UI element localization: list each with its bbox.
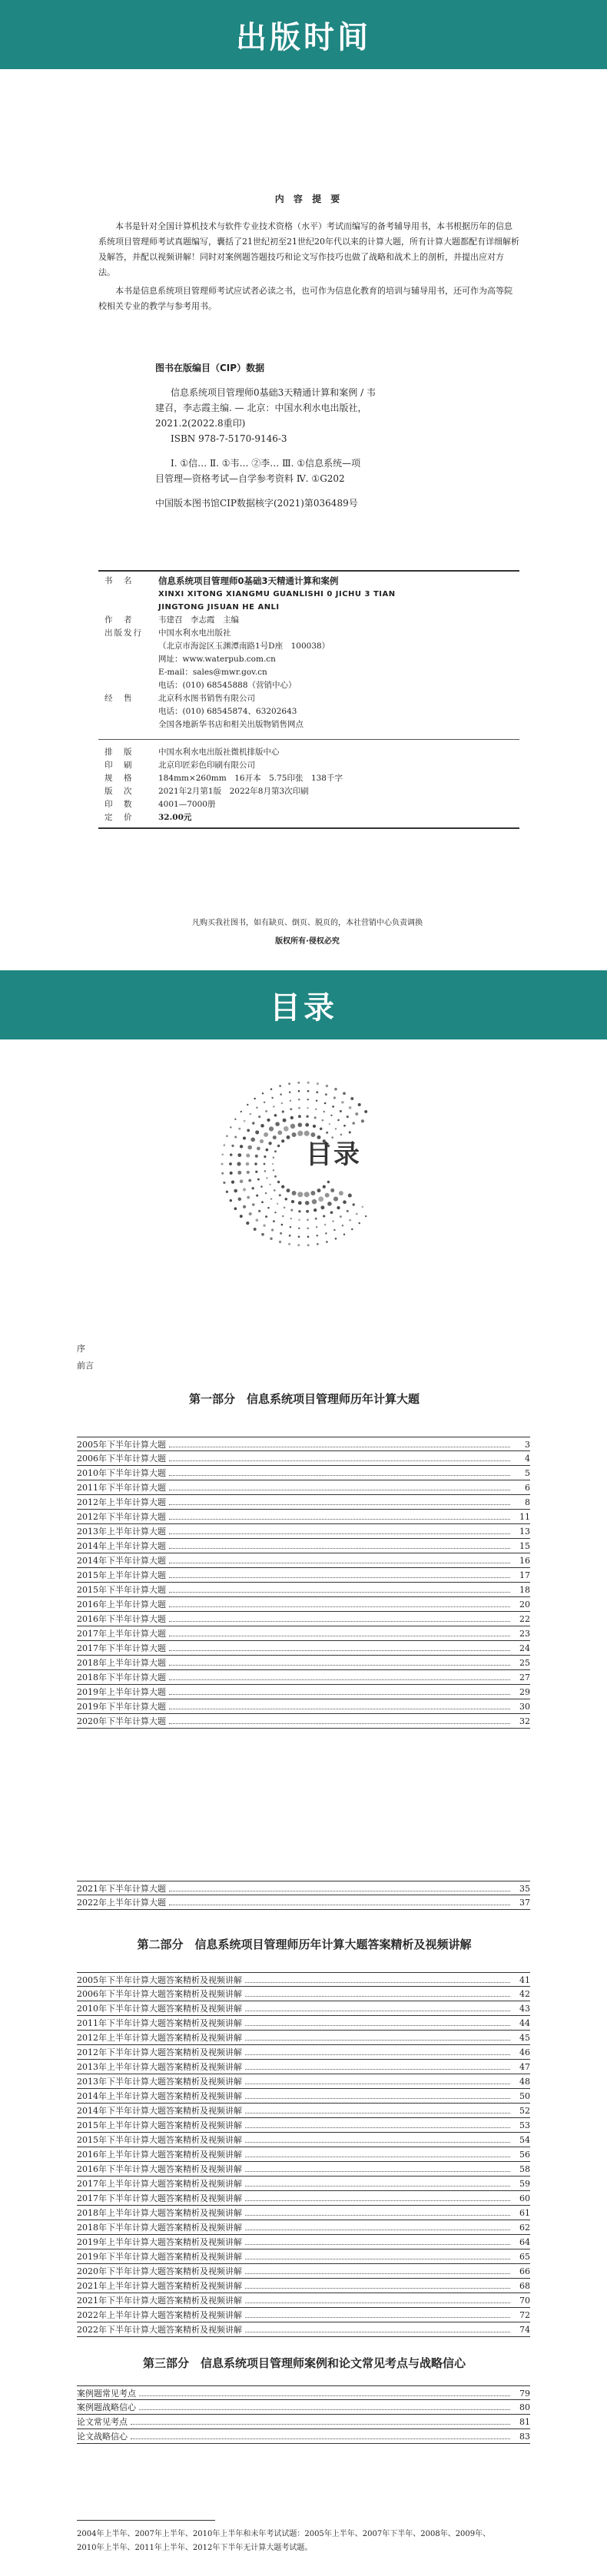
toc-item[interactable] xyxy=(77,2206,530,2220)
pub-value: 4001—7000册 xyxy=(158,800,216,809)
toc-item-title: 2019年上半年计算大题 xyxy=(77,1687,166,1697)
toc-leader xyxy=(245,2215,510,2216)
toc-item[interactable] xyxy=(77,2322,530,2337)
toc-item-page: 30 xyxy=(519,1702,530,1712)
toc-item[interactable] xyxy=(77,2162,530,2177)
toc-item-title: 2014年下半年计算大题答案精析及视频讲解 xyxy=(77,2106,242,2116)
toc-item-page: 62 xyxy=(519,2223,530,2233)
toc-item-title: 案例题战略信心 xyxy=(77,2402,136,2412)
toc-item-title: 2012年上半年计算大题 xyxy=(77,1497,166,1507)
toc-leader xyxy=(245,2200,510,2201)
toc-item[interactable] xyxy=(77,1972,530,1987)
toc-logo-icon xyxy=(215,1076,392,1252)
toc-item[interactable] xyxy=(77,2279,530,2293)
cip-block xyxy=(155,361,509,511)
toc-item[interactable] xyxy=(77,2045,530,2060)
footnote-line: 2004年上半年、2007年上半年、2010年上半年和未年考试试题：2005年上半年、2007年下半年、2008年、2009年、 xyxy=(77,2530,491,2538)
toc-leader xyxy=(245,2113,510,2114)
toc-leader xyxy=(139,2409,510,2410)
summary-paragraph: 本书是针对全国计算机技术与软件专业技术资格（水平）考试而编写的备考辅导用书，本书根据历年的信息系统项目管理师考试真题编写，囊括了21世纪初至21世纪20年代以来的计算大题，所有计算大题都配有详细解析及解答，并配以视频讲解！同时对案例题答题技巧和论文写作技巧也做了战略和战术上的剖析，并提出应对方法。 xyxy=(98,221,519,277)
toc-item[interactable] xyxy=(77,2016,530,2031)
toc-item[interactable] xyxy=(77,1641,530,1656)
toc-item-page: 83 xyxy=(519,2432,530,2442)
toc-item-title: 2014年上半年计算大题 xyxy=(77,1541,166,1551)
toc-item-page: 72 xyxy=(519,2310,530,2320)
toc-item-title: 2018年下半年计算大题 xyxy=(77,1673,166,1683)
toc-item-title: 2016年下半年计算大题答案精析及视频讲解 xyxy=(77,2164,242,2174)
pub-label: 印 刷 xyxy=(104,761,134,770)
publisher-line: 网址：www.waterpub.com.cn xyxy=(158,655,276,664)
toc-item[interactable] xyxy=(77,2429,530,2444)
toc-item-page: 32 xyxy=(519,1716,530,1726)
toc-item-title: 2011年下半年计算大题 xyxy=(77,1483,166,1493)
cip-subject-line: 目管理—资格考试—自学参考资料 Ⅳ. ①G202 xyxy=(155,473,345,484)
toc-item-title: 2018年下半年计算大题答案精析及视频讲解 xyxy=(77,2223,242,2233)
toc-item[interactable] xyxy=(77,2031,530,2045)
toc-leader xyxy=(169,1679,510,1680)
pub-value: 184mm×260mm 16开本 5.75印张 138千字 xyxy=(158,774,343,783)
toc-item-page: 18 xyxy=(519,1585,530,1595)
toc-item-title: 2021年上半年计算大题答案精析及视频讲解 xyxy=(77,2281,242,2291)
toc-item[interactable] xyxy=(77,2074,530,2089)
toc-item-page: 5 xyxy=(525,1468,530,1478)
toc-leader xyxy=(245,2025,510,2026)
toc-leader xyxy=(245,2040,510,2041)
toc-leader xyxy=(245,2244,510,2245)
toc-item-page: 50 xyxy=(519,2091,530,2101)
toc-item-page: 47 xyxy=(519,2062,530,2072)
toc-item-title: 2017年上半年计算大题答案精析及视频讲解 xyxy=(77,2179,242,2189)
toc-item-page: 60 xyxy=(519,2193,530,2203)
toc-leader xyxy=(169,1548,510,1549)
toc-leader xyxy=(169,1723,510,1724)
foreword-entry: 前言 xyxy=(77,1361,94,1371)
pub-value: 2021年2月第1版 2022年8月第3次印刷 xyxy=(158,787,309,796)
toc-item[interactable] xyxy=(77,2177,530,2191)
toc-item-title: 案例题常见考点 xyxy=(77,2389,136,2399)
toc-item[interactable] xyxy=(77,1895,530,1910)
toc-item[interactable] xyxy=(77,1714,530,1729)
part1-toc-continued xyxy=(77,1881,530,1910)
toc-item-page: 3 xyxy=(525,1440,530,1450)
toc-item-title: 2022年上半年计算大题答案精析及视频讲解 xyxy=(77,2310,242,2320)
toc-item-title: 2022年下半年计算大题答案精析及视频讲解 xyxy=(77,2325,242,2335)
toc-leader xyxy=(169,1460,510,1461)
publisher-line: （北京市海淀区玉渊潭南路1号D座 100038） xyxy=(158,642,330,651)
publisher-line: 电话：(010) 68545888（营销中心） xyxy=(158,681,297,690)
toc-item-title: 2018年上半年计算大题 xyxy=(77,1658,166,1668)
part2-toc xyxy=(77,1972,530,2337)
toc-item[interactable] xyxy=(77,1583,530,1597)
toc-leader xyxy=(245,2273,510,2274)
toc-item-page: 35 xyxy=(519,1884,530,1894)
cip-heading: 图书在版编目（CIP）数据 xyxy=(155,363,265,373)
toc-item-title: 2013年上半年计算大题 xyxy=(77,1527,166,1537)
distributor-line: 电话：(010) 68545874、63202643 xyxy=(158,707,297,716)
toc-item-page: 6 xyxy=(525,1483,530,1493)
toc-item-title: 2016年下半年计算大题 xyxy=(77,1614,166,1624)
toc-leader xyxy=(169,1475,510,1476)
distributor-line: 全国各地新华书店和相关出版物销售网点 xyxy=(158,720,304,729)
toc-item-title: 2010年下半年计算大题 xyxy=(77,1468,166,1478)
toc-item[interactable] xyxy=(77,1612,530,1626)
toc-item[interactable] xyxy=(77,2264,530,2279)
toc-item-page: 54 xyxy=(519,2135,530,2145)
book-author: 韦建召 李志霞 主编 xyxy=(158,615,239,625)
toc-item-page: 17 xyxy=(519,1570,530,1580)
toc-item-title: 2013年上半年计算大题答案精析及视频讲解 xyxy=(77,2062,242,2072)
toc-leader xyxy=(245,1996,510,1997)
toc-item[interactable] xyxy=(77,1451,530,1466)
toc-leader xyxy=(139,2395,510,2396)
toc-leader xyxy=(169,1577,510,1578)
toc-item-title: 2005年下半年计算大题答案精析及视频讲解 xyxy=(77,1975,242,1985)
toc-item[interactable] xyxy=(77,1495,530,1510)
toc-item-page: 46 xyxy=(519,2047,530,2057)
toc-item[interactable] xyxy=(77,2308,530,2322)
toc-item-page: 66 xyxy=(519,2266,530,2276)
toc-item[interactable] xyxy=(77,2118,530,2133)
toc-item-title: 2012年上半年计算大题答案精析及视频讲解 xyxy=(77,2033,242,2043)
toc-item-title: 2015年上半年计算大题答案精析及视频讲解 xyxy=(77,2120,242,2130)
pub-label: 版 次 xyxy=(104,787,134,796)
toc-item-page: 45 xyxy=(519,2033,530,2043)
toc-item-page: 70 xyxy=(519,2296,530,2306)
toc-item-title: 论文常见考点 xyxy=(77,2417,128,2427)
toc-item-title: 2016年上半年计算大题答案精析及视频讲解 xyxy=(77,2150,242,2160)
price-value: 32.00元 xyxy=(158,813,192,822)
toc-item-title: 2017年上半年计算大题 xyxy=(77,1629,166,1639)
summary-paragraph: 本书是信息系统项目管理师考试应试者必读之书，也可作为信息化教育的培训与辅导用书，还可作为高等院校相关专业的教学与参考用书。 xyxy=(98,286,512,311)
book-title: 信息系统项目管理师0基础3天精通计算和案例 xyxy=(158,575,339,586)
toc-item-page: 4 xyxy=(525,1454,530,1464)
toc-item[interactable] xyxy=(77,2249,530,2264)
publication-banner xyxy=(0,0,607,69)
toc-item[interactable] xyxy=(77,1656,530,1670)
toc-leader xyxy=(245,2069,510,2070)
toc-item[interactable] xyxy=(77,2060,530,2074)
toc-leader xyxy=(169,1519,510,1520)
toc-item[interactable] xyxy=(77,2089,530,2104)
toc-item[interactable] xyxy=(77,2385,530,2400)
part3-toc xyxy=(77,2385,530,2444)
publisher-line: E-mail：sales@mwr.gov.cn xyxy=(158,668,267,677)
toc-item-page: 52 xyxy=(519,2106,530,2116)
preface-entry: 序 xyxy=(77,1344,85,1354)
toc-item-page: 74 xyxy=(519,2325,530,2335)
toc-leader xyxy=(131,2438,510,2439)
footnote-line: 2010年上半年、2011年上半年、2012年下半年无计算大题考试题。 xyxy=(77,2544,313,2552)
toc-item-page: 58 xyxy=(519,2164,530,2174)
toc-item[interactable] xyxy=(77,1626,530,1641)
toc-item[interactable] xyxy=(77,1597,530,1612)
toc-item-page: 68 xyxy=(519,2281,530,2291)
toc-item-page: 11 xyxy=(519,1512,530,1522)
toc-item[interactable] xyxy=(77,1881,530,1895)
toc-item-title: 2015年下半年计算大题 xyxy=(77,1585,166,1595)
toc-leader xyxy=(245,2317,510,2318)
toc-item-title: 2014年下半年计算大题 xyxy=(77,1556,166,1566)
pub-value: 中国水利水电出版社微机排版中心 xyxy=(158,748,280,757)
pub-label: 排 版 xyxy=(104,748,134,757)
toc-leader xyxy=(245,2098,510,2099)
toc-leader xyxy=(131,2424,510,2425)
toc-leader xyxy=(245,2171,510,2172)
toc-item-title: 2012年下半年计算大题答案精析及视频讲解 xyxy=(77,2047,242,2057)
copyright-notice: 版权所有·侵权必究 xyxy=(275,937,340,946)
toc-item-title: 2014年上半年计算大题答案精析及视频讲解 xyxy=(77,2091,242,2101)
part1-title: 第一部分 信息系统项目管理师历年计算大题 xyxy=(188,1392,420,1406)
toc-item[interactable] xyxy=(77,1685,530,1699)
toc-item-title: 2013年下半年计算大题答案精析及视频讲解 xyxy=(77,2077,242,2087)
toc-item-page: 81 xyxy=(519,2417,530,2427)
toc-item-page: 61 xyxy=(519,2208,530,2218)
toc-item-title: 2005年下半年计算大题 xyxy=(77,1440,166,1450)
toc-item-title: 2019年下半年计算大题答案精析及视频讲解 xyxy=(77,2252,242,2262)
toc-item[interactable] xyxy=(77,2104,530,2118)
pub-label: 出版发行 xyxy=(104,628,143,638)
toc-leader xyxy=(245,2054,510,2055)
toc-item[interactable] xyxy=(77,2133,530,2147)
footnote xyxy=(77,2528,530,2555)
cip-line: ISBN 978-7-5170-9146-3 xyxy=(171,433,287,444)
toc-item-title: 2020年下半年计算大题 xyxy=(77,1716,166,1726)
toc-leader xyxy=(245,1982,510,1983)
toc-item-title: 2015年下半年计算大题答案精析及视频讲解 xyxy=(77,2135,242,2145)
toc-item-page: 44 xyxy=(519,2018,530,2028)
toc-item-page: 64 xyxy=(519,2237,530,2247)
book-pinyin: XINXI XITONG XIANGMU GUANLISHI 0 JICHU 3 TIAN xyxy=(158,590,396,598)
cip-line: 2021.2(2022.8重印) xyxy=(155,418,246,429)
toc-item-title: 2021年下半年计算大题答案精析及视频讲解 xyxy=(77,2296,242,2306)
toc-item-title: 2021年下半年计算大题 xyxy=(77,1884,166,1894)
toc-item-title: 2015年上半年计算大题 xyxy=(77,1570,166,1580)
toc-item[interactable] xyxy=(77,1480,530,1495)
toc-item[interactable] xyxy=(77,2001,530,2016)
cip-library-line: 中国版本图书馆CIP数据核字(2021)第036489号 xyxy=(155,498,358,509)
toc-item[interactable] xyxy=(77,1437,530,1451)
toc-item[interactable] xyxy=(77,1699,530,1714)
toc-item-page: 79 xyxy=(519,2389,530,2399)
toc-item-page: 16 xyxy=(519,1556,530,1566)
pub-label: 印 数 xyxy=(104,800,134,809)
toc-item[interactable] xyxy=(77,1510,530,1524)
cip-subject-line: Ⅰ. ①信… Ⅱ. ①韦… ②李… Ⅲ. ①信息系统—项 xyxy=(171,458,361,469)
toc-item-page: 24 xyxy=(519,1643,530,1653)
toc-item-page: 27 xyxy=(519,1673,530,1683)
toc-item-page: 56 xyxy=(519,2150,530,2160)
toc-item-title: 2011年下半年计算大题答案精析及视频讲解 xyxy=(77,2018,242,2028)
toc-item[interactable] xyxy=(77,2235,530,2249)
toc-leader xyxy=(169,1606,510,1607)
toc-item-title: 2019年上半年计算大题答案精析及视频讲解 xyxy=(77,2237,242,2247)
toc-item-page: 53 xyxy=(519,2120,530,2130)
publisher-line: 中国水利水电出版社 xyxy=(158,628,231,638)
toc-leader xyxy=(169,1621,510,1622)
toc-banner xyxy=(0,970,607,1039)
toc-item-page: 42 xyxy=(519,1989,530,1999)
toc-item-title: 2006年下半年计算大题答案精析及视频讲解 xyxy=(77,1989,242,1999)
toc-item-title: 2010年下半年计算大题答案精析及视频讲解 xyxy=(77,2004,242,2014)
toc-item[interactable] xyxy=(77,2220,530,2235)
pub-value: 北京印匠彩色印刷有限公司 xyxy=(158,761,255,770)
toc-item[interactable] xyxy=(77,1568,530,1583)
front-matter xyxy=(77,1341,94,1374)
toc-leader xyxy=(245,2288,510,2289)
part1-toc xyxy=(77,1437,530,1729)
toc-item-title: 2017年下半年计算大题答案精析及视频讲解 xyxy=(77,2193,242,2203)
toc-leader xyxy=(169,1533,510,1534)
cip-line: 建召，李志霞主编. — 北京：中国水利水电出版社， xyxy=(155,403,367,413)
pub-label: 书 名 xyxy=(104,576,134,585)
content-summary-title: 内 容 提 要 xyxy=(274,194,343,204)
toc-item-page: 13 xyxy=(519,1527,530,1537)
toc-leader xyxy=(169,1694,510,1695)
book-pinyin: JINGTONG JISUAN HE ANLI xyxy=(158,603,280,612)
replacement-notice: 凡购买我社图书，如有缺页、倒页、脱页的，本社营销中心负责调换 xyxy=(192,919,423,927)
toc-item[interactable] xyxy=(77,2400,530,2415)
toc-item-page: 23 xyxy=(519,1629,530,1639)
toc-item-page: 65 xyxy=(519,2252,530,2262)
content-summary xyxy=(98,192,519,317)
toc-item-title: 论文战略信心 xyxy=(77,2432,128,2442)
toc-item[interactable] xyxy=(77,1987,530,2001)
toc-item-page: 20 xyxy=(519,1600,530,1610)
cip-line: 信息系统项目管理师0基础3天精通计算和案例 / 韦 xyxy=(171,387,376,398)
toc-leader xyxy=(169,1592,510,1593)
toc-item-page: 41 xyxy=(519,1975,530,1985)
banner-title: 出版时间 xyxy=(236,19,371,55)
toc-item-page: 15 xyxy=(519,1541,530,1551)
toc-item-page: 8 xyxy=(525,1497,530,1507)
toc-item[interactable] xyxy=(77,2191,530,2206)
pub-label: 作 者 xyxy=(104,615,134,625)
toc-item-page: 29 xyxy=(519,1687,530,1697)
distributor-line: 北京科水图书销售有限公司 xyxy=(158,694,255,703)
toc-leader xyxy=(169,1504,510,1505)
toc-item-title: 2018年上半年计算大题答案精析及视频讲解 xyxy=(77,2208,242,2218)
toc-item[interactable] xyxy=(77,1670,530,1685)
toc-leader xyxy=(169,1650,510,1651)
toc-item[interactable] xyxy=(77,2147,530,2162)
toc-item-page: 80 xyxy=(519,2402,530,2412)
toc-item-page: 22 xyxy=(519,1614,530,1624)
toc-item-page: 59 xyxy=(519,2179,530,2189)
toc-item[interactable] xyxy=(77,2415,530,2429)
toc-item[interactable] xyxy=(77,1524,530,1539)
pub-label: 规 格 xyxy=(104,774,134,783)
toc-leader xyxy=(245,2302,510,2303)
toc-item[interactable] xyxy=(77,2293,530,2308)
pub-label: 定 价 xyxy=(104,813,134,822)
logo-text: 目录 xyxy=(306,1139,361,1170)
publication-info-table xyxy=(98,570,519,829)
toc-item-title: 2017年下半年计算大题 xyxy=(77,1643,166,1653)
toc-item-title: 2020年下半年计算大题答案精析及视频讲解 xyxy=(77,2266,242,2276)
toc-item-title: 2019年下半年计算大题 xyxy=(77,1702,166,1712)
toc-item-title: 2016年上半年计算大题 xyxy=(77,1600,166,1610)
toc-item-page: 43 xyxy=(519,2004,530,2014)
toc-leader xyxy=(245,2142,510,2143)
toc-item-title: 2006年下半年计算大题 xyxy=(77,1454,166,1464)
toc-item-page: 48 xyxy=(519,2077,530,2087)
toc-item-title: 2012年下半年计算大题 xyxy=(77,1512,166,1522)
toc-item[interactable] xyxy=(77,1466,530,1480)
toc-item-page: 25 xyxy=(519,1658,530,1668)
part2-title: 第二部分 信息系统项目管理师历年计算大题答案精析及视频讲解 xyxy=(137,1938,472,1951)
pub-label: 经 售 xyxy=(104,694,134,703)
toc-item[interactable] xyxy=(77,1553,530,1568)
banner-title: 目录 xyxy=(270,990,337,1026)
toc-leader xyxy=(169,1665,510,1666)
toc-leader xyxy=(245,2127,510,2128)
part3-title: 第三部分 信息系统项目管理师案例和论文常见考点与战略信心 xyxy=(142,2356,466,2370)
toc-item-page: 37 xyxy=(519,1898,530,1908)
toc-item-title: 2022年上半年计算大题 xyxy=(77,1898,166,1908)
toc-item[interactable] xyxy=(77,1539,530,1553)
